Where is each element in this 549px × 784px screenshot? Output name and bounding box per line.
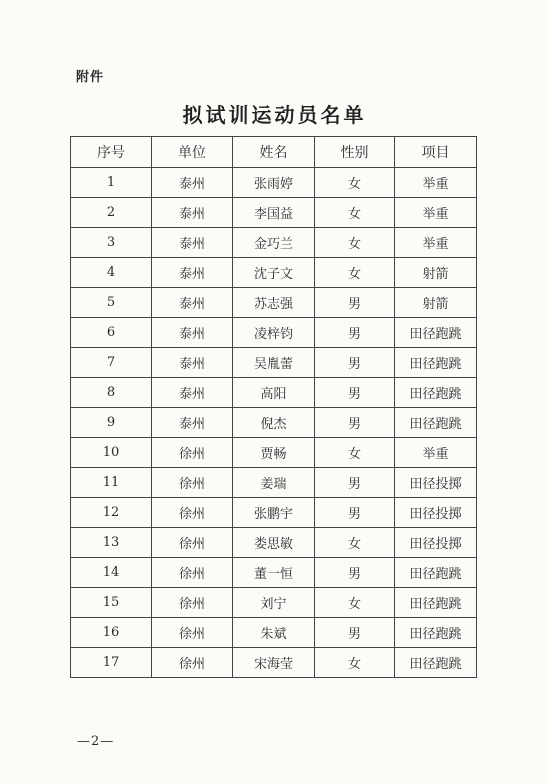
table-row bbox=[71, 378, 477, 408]
table-row bbox=[71, 198, 477, 228]
cell-unit: 泰州 bbox=[152, 198, 233, 228]
cell-unit: 徐州 bbox=[152, 588, 233, 618]
cell-index: 13 bbox=[71, 528, 152, 558]
cell-event: 田径跑跳 bbox=[395, 648, 477, 678]
table-row bbox=[71, 258, 477, 288]
cell-unit: 泰州 bbox=[152, 378, 233, 408]
header-index: 序号 bbox=[71, 137, 152, 168]
cell-name: 沈子文 bbox=[233, 258, 315, 288]
cell-event: 田径跑跳 bbox=[395, 618, 477, 648]
cell-name: 倪杰 bbox=[233, 408, 315, 438]
cell-index: 12 bbox=[71, 498, 152, 528]
cell-event: 田径跑跳 bbox=[395, 408, 477, 438]
cell-name: 吴胤蕾 bbox=[233, 348, 315, 378]
cell-name: 姜瑞 bbox=[233, 468, 315, 498]
cell-unit: 泰州 bbox=[152, 168, 233, 198]
cell-index: 7 bbox=[71, 348, 152, 378]
cell-event: 田径投掷 bbox=[395, 468, 477, 498]
cell-event: 田径跑跳 bbox=[395, 588, 477, 618]
cell-event: 田径跑跳 bbox=[395, 318, 477, 348]
cell-gender: 男 bbox=[315, 318, 395, 348]
cell-name: 李国益 bbox=[233, 198, 315, 228]
cell-unit: 泰州 bbox=[152, 318, 233, 348]
cell-event: 举重 bbox=[395, 438, 477, 468]
cell-index: 15 bbox=[71, 588, 152, 618]
cell-unit: 徐州 bbox=[152, 558, 233, 588]
cell-name: 张雨婷 bbox=[233, 168, 315, 198]
cell-name: 高阳 bbox=[233, 378, 315, 408]
cell-unit: 泰州 bbox=[152, 408, 233, 438]
cell-gender: 女 bbox=[315, 438, 395, 468]
cell-gender: 女 bbox=[315, 648, 395, 678]
cell-event: 举重 bbox=[395, 198, 477, 228]
cell-unit: 泰州 bbox=[152, 288, 233, 318]
cell-gender: 女 bbox=[315, 528, 395, 558]
cell-gender: 女 bbox=[315, 228, 395, 258]
table-row bbox=[71, 648, 477, 678]
header-event: 项目 bbox=[395, 137, 477, 168]
table-row bbox=[71, 588, 477, 618]
cell-name: 张鹏宇 bbox=[233, 498, 315, 528]
cell-gender: 男 bbox=[315, 618, 395, 648]
cell-event: 田径投掷 bbox=[395, 528, 477, 558]
cell-event: 田径跑跳 bbox=[395, 558, 477, 588]
cell-gender: 男 bbox=[315, 498, 395, 528]
cell-unit: 徐州 bbox=[152, 438, 233, 468]
cell-index: 4 bbox=[71, 258, 152, 288]
cell-gender: 男 bbox=[315, 348, 395, 378]
cell-index: 11 bbox=[71, 468, 152, 498]
table-row bbox=[71, 438, 477, 468]
table-row bbox=[71, 468, 477, 498]
cell-name: 金巧兰 bbox=[233, 228, 315, 258]
cell-gender: 男 bbox=[315, 468, 395, 498]
cell-gender: 女 bbox=[315, 588, 395, 618]
table-row bbox=[71, 318, 477, 348]
cell-index: 9 bbox=[71, 408, 152, 438]
table-body bbox=[71, 168, 477, 678]
cell-index: 16 bbox=[71, 618, 152, 648]
cell-index: 14 bbox=[71, 558, 152, 588]
cell-index: 10 bbox=[71, 438, 152, 468]
header-unit: 单位 bbox=[152, 137, 233, 168]
cell-event: 田径投掷 bbox=[395, 498, 477, 528]
cell-name: 娄思敏 bbox=[233, 528, 315, 558]
table-row bbox=[71, 348, 477, 378]
table-row bbox=[71, 228, 477, 258]
header-gender: 性别 bbox=[315, 137, 395, 168]
cell-name: 凌梓钧 bbox=[233, 318, 315, 348]
cell-gender: 女 bbox=[315, 258, 395, 288]
cell-index: 6 bbox=[71, 318, 152, 348]
cell-unit: 徐州 bbox=[152, 468, 233, 498]
table-row bbox=[71, 558, 477, 588]
table-header-row bbox=[71, 137, 477, 168]
cell-gender: 男 bbox=[315, 288, 395, 318]
cell-name: 董一恒 bbox=[233, 558, 315, 588]
table-row bbox=[71, 618, 477, 648]
cell-gender: 男 bbox=[315, 558, 395, 588]
cell-unit: 泰州 bbox=[152, 348, 233, 378]
cell-name: 贾畅 bbox=[233, 438, 315, 468]
cell-unit: 泰州 bbox=[152, 258, 233, 288]
cell-gender: 女 bbox=[315, 168, 395, 198]
page-number: —2— bbox=[77, 734, 115, 749]
cell-unit: 泰州 bbox=[152, 228, 233, 258]
cell-event: 举重 bbox=[395, 228, 477, 258]
cell-name: 刘宁 bbox=[233, 588, 315, 618]
cell-name: 宋海莹 bbox=[233, 648, 315, 678]
cell-gender: 男 bbox=[315, 408, 395, 438]
cell-event: 举重 bbox=[395, 168, 477, 198]
cell-index: 5 bbox=[71, 288, 152, 318]
cell-index: 1 bbox=[71, 168, 152, 198]
cell-unit: 徐州 bbox=[152, 618, 233, 648]
cell-unit: 徐州 bbox=[152, 648, 233, 678]
cell-name: 朱斌 bbox=[233, 618, 315, 648]
cell-event: 射箭 bbox=[395, 288, 477, 318]
cell-event: 田径跑跳 bbox=[395, 378, 477, 408]
cell-unit: 徐州 bbox=[152, 528, 233, 558]
cell-unit: 徐州 bbox=[152, 498, 233, 528]
cell-index: 8 bbox=[71, 378, 152, 408]
attachment-label: 附件 bbox=[76, 70, 105, 85]
cell-event: 田径跑跳 bbox=[395, 348, 477, 378]
cell-gender: 男 bbox=[315, 378, 395, 408]
cell-index: 2 bbox=[71, 198, 152, 228]
header-name: 姓名 bbox=[233, 137, 315, 168]
table-row bbox=[71, 168, 477, 198]
table-row bbox=[71, 528, 477, 558]
cell-gender: 女 bbox=[315, 198, 395, 228]
cell-index: 3 bbox=[71, 228, 152, 258]
table-row bbox=[71, 498, 477, 528]
cell-index: 17 bbox=[71, 648, 152, 678]
table-row bbox=[71, 408, 477, 438]
athlete-roster-table bbox=[70, 136, 477, 678]
table-row bbox=[71, 288, 477, 318]
cell-name: 苏志强 bbox=[233, 288, 315, 318]
cell-event: 射箭 bbox=[395, 258, 477, 288]
document-title: 拟试训运动员名单 bbox=[182, 103, 367, 127]
